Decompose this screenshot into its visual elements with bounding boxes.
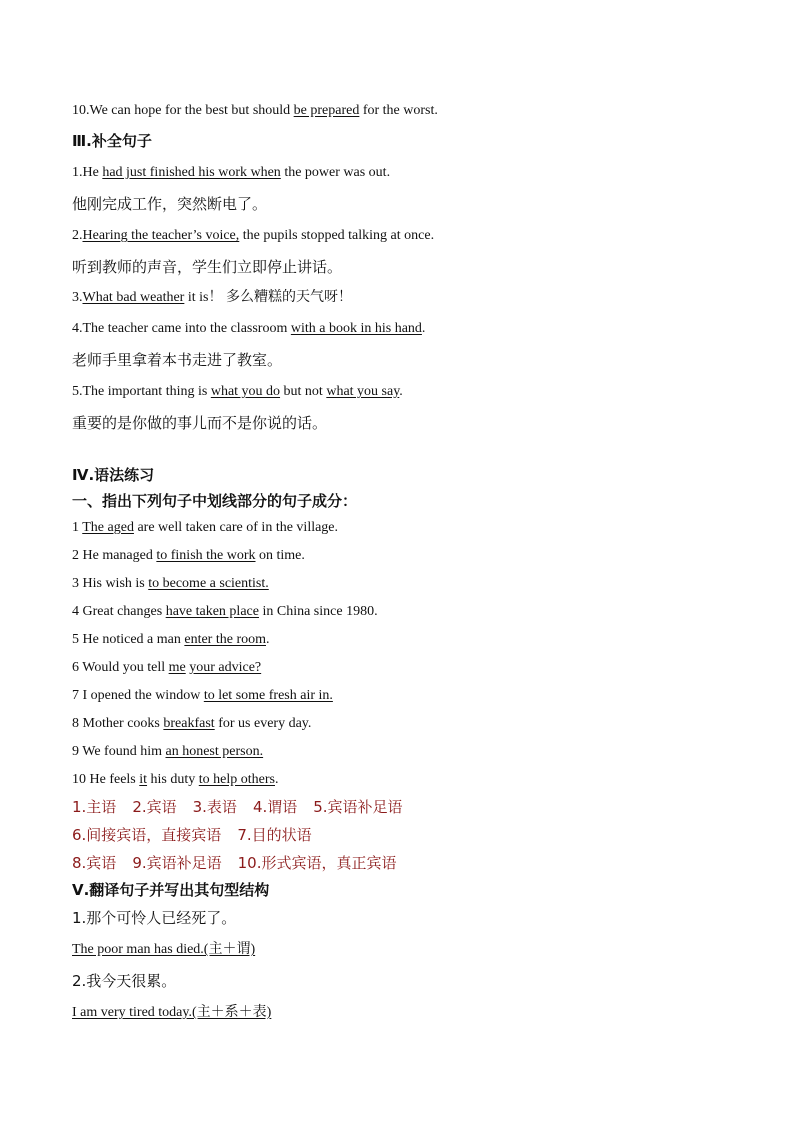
s3-sentence-5: 5.The important thing is what you do but not what you say. <box>72 384 403 399</box>
s5-prompt-2: 2.我今天很累。 <box>72 972 177 990</box>
section-3-title: Ⅲ.补全句子 <box>72 132 152 150</box>
s5-answer-2: I am very tired today.(主＋系＋表) <box>72 1005 272 1020</box>
s4-sentence-6: 6 Would you tell me your advice? <box>72 660 262 675</box>
s3-translation-5: 重要的是你做的事儿而不是你说的话。 <box>72 414 328 432</box>
s4-sentence-4: 4 Great changes have taken place in China since 1980. <box>72 604 378 619</box>
s4-sentence-3: 3 His wish is to become a scientist. <box>72 576 269 591</box>
s3-sentence-4: 4.The teacher came into the classroom with a book in his hand. <box>72 321 426 336</box>
s3-translation-2: 听到教师的声音，学生们立即停止讲话。 <box>72 258 343 276</box>
s5-prompt-1: 1.那个可怜人已经死了。 <box>72 909 237 927</box>
section-4-subtitle: 一、指出下列句子中划线部分的句子成分： <box>72 492 358 510</box>
s4-sentence-7: 7 I opened the window to let some fresh air in. <box>72 688 333 703</box>
section-5-title: Ⅴ.翻译句子并写出其句型结构 <box>72 881 270 899</box>
s5-answer-1: The poor man has died.(主＋谓) <box>72 942 256 957</box>
answers-row-2: 6.间接宾语，直接宾语 7.目的状语 <box>72 826 312 844</box>
answers-row-3: 8.宾语 9.宾语补足语 10.形式宾语，真正宾语 <box>72 854 397 872</box>
answers-row-1: 1.主语 2.宾语 3.表语 4.谓语 5.宾语补足语 <box>72 798 403 816</box>
s4-sentence-9: 9 We found him an honest person. <box>72 744 264 759</box>
s3-sentence-2: 2.Hearing the teacher’s voice, the pupils stopped talking at once. <box>72 228 435 243</box>
s3-sentence-1: 1.He had just finished his work when the power was out. <box>72 165 391 180</box>
sentence-q10: 10.We can hope for the best but should be prepared for the worst. <box>72 103 438 118</box>
s4-sentence-2: 2 He managed to finish the work on time. <box>72 548 305 563</box>
s3-translation-1: 他刚完成工作，突然断电了。 <box>72 195 268 213</box>
s3-sentence-3: 3.What bad weather it is！ 多么糟糕的天气呀！ <box>72 290 352 305</box>
s4-sentence-5: 5 He noticed a man enter the room. <box>72 632 270 647</box>
s4-sentence-10: 10 He feels it his duty to help others. <box>72 772 279 787</box>
section-4-title: Ⅳ.语法练习 <box>72 466 155 484</box>
s4-sentence-1: 1 The aged are well taken care of in the village. <box>72 520 339 535</box>
s4-sentence-8: 8 Mother cooks breakfast for us every day. <box>72 716 312 731</box>
s3-translation-4: 老师手里拿着本书走进了教室。 <box>72 351 283 369</box>
